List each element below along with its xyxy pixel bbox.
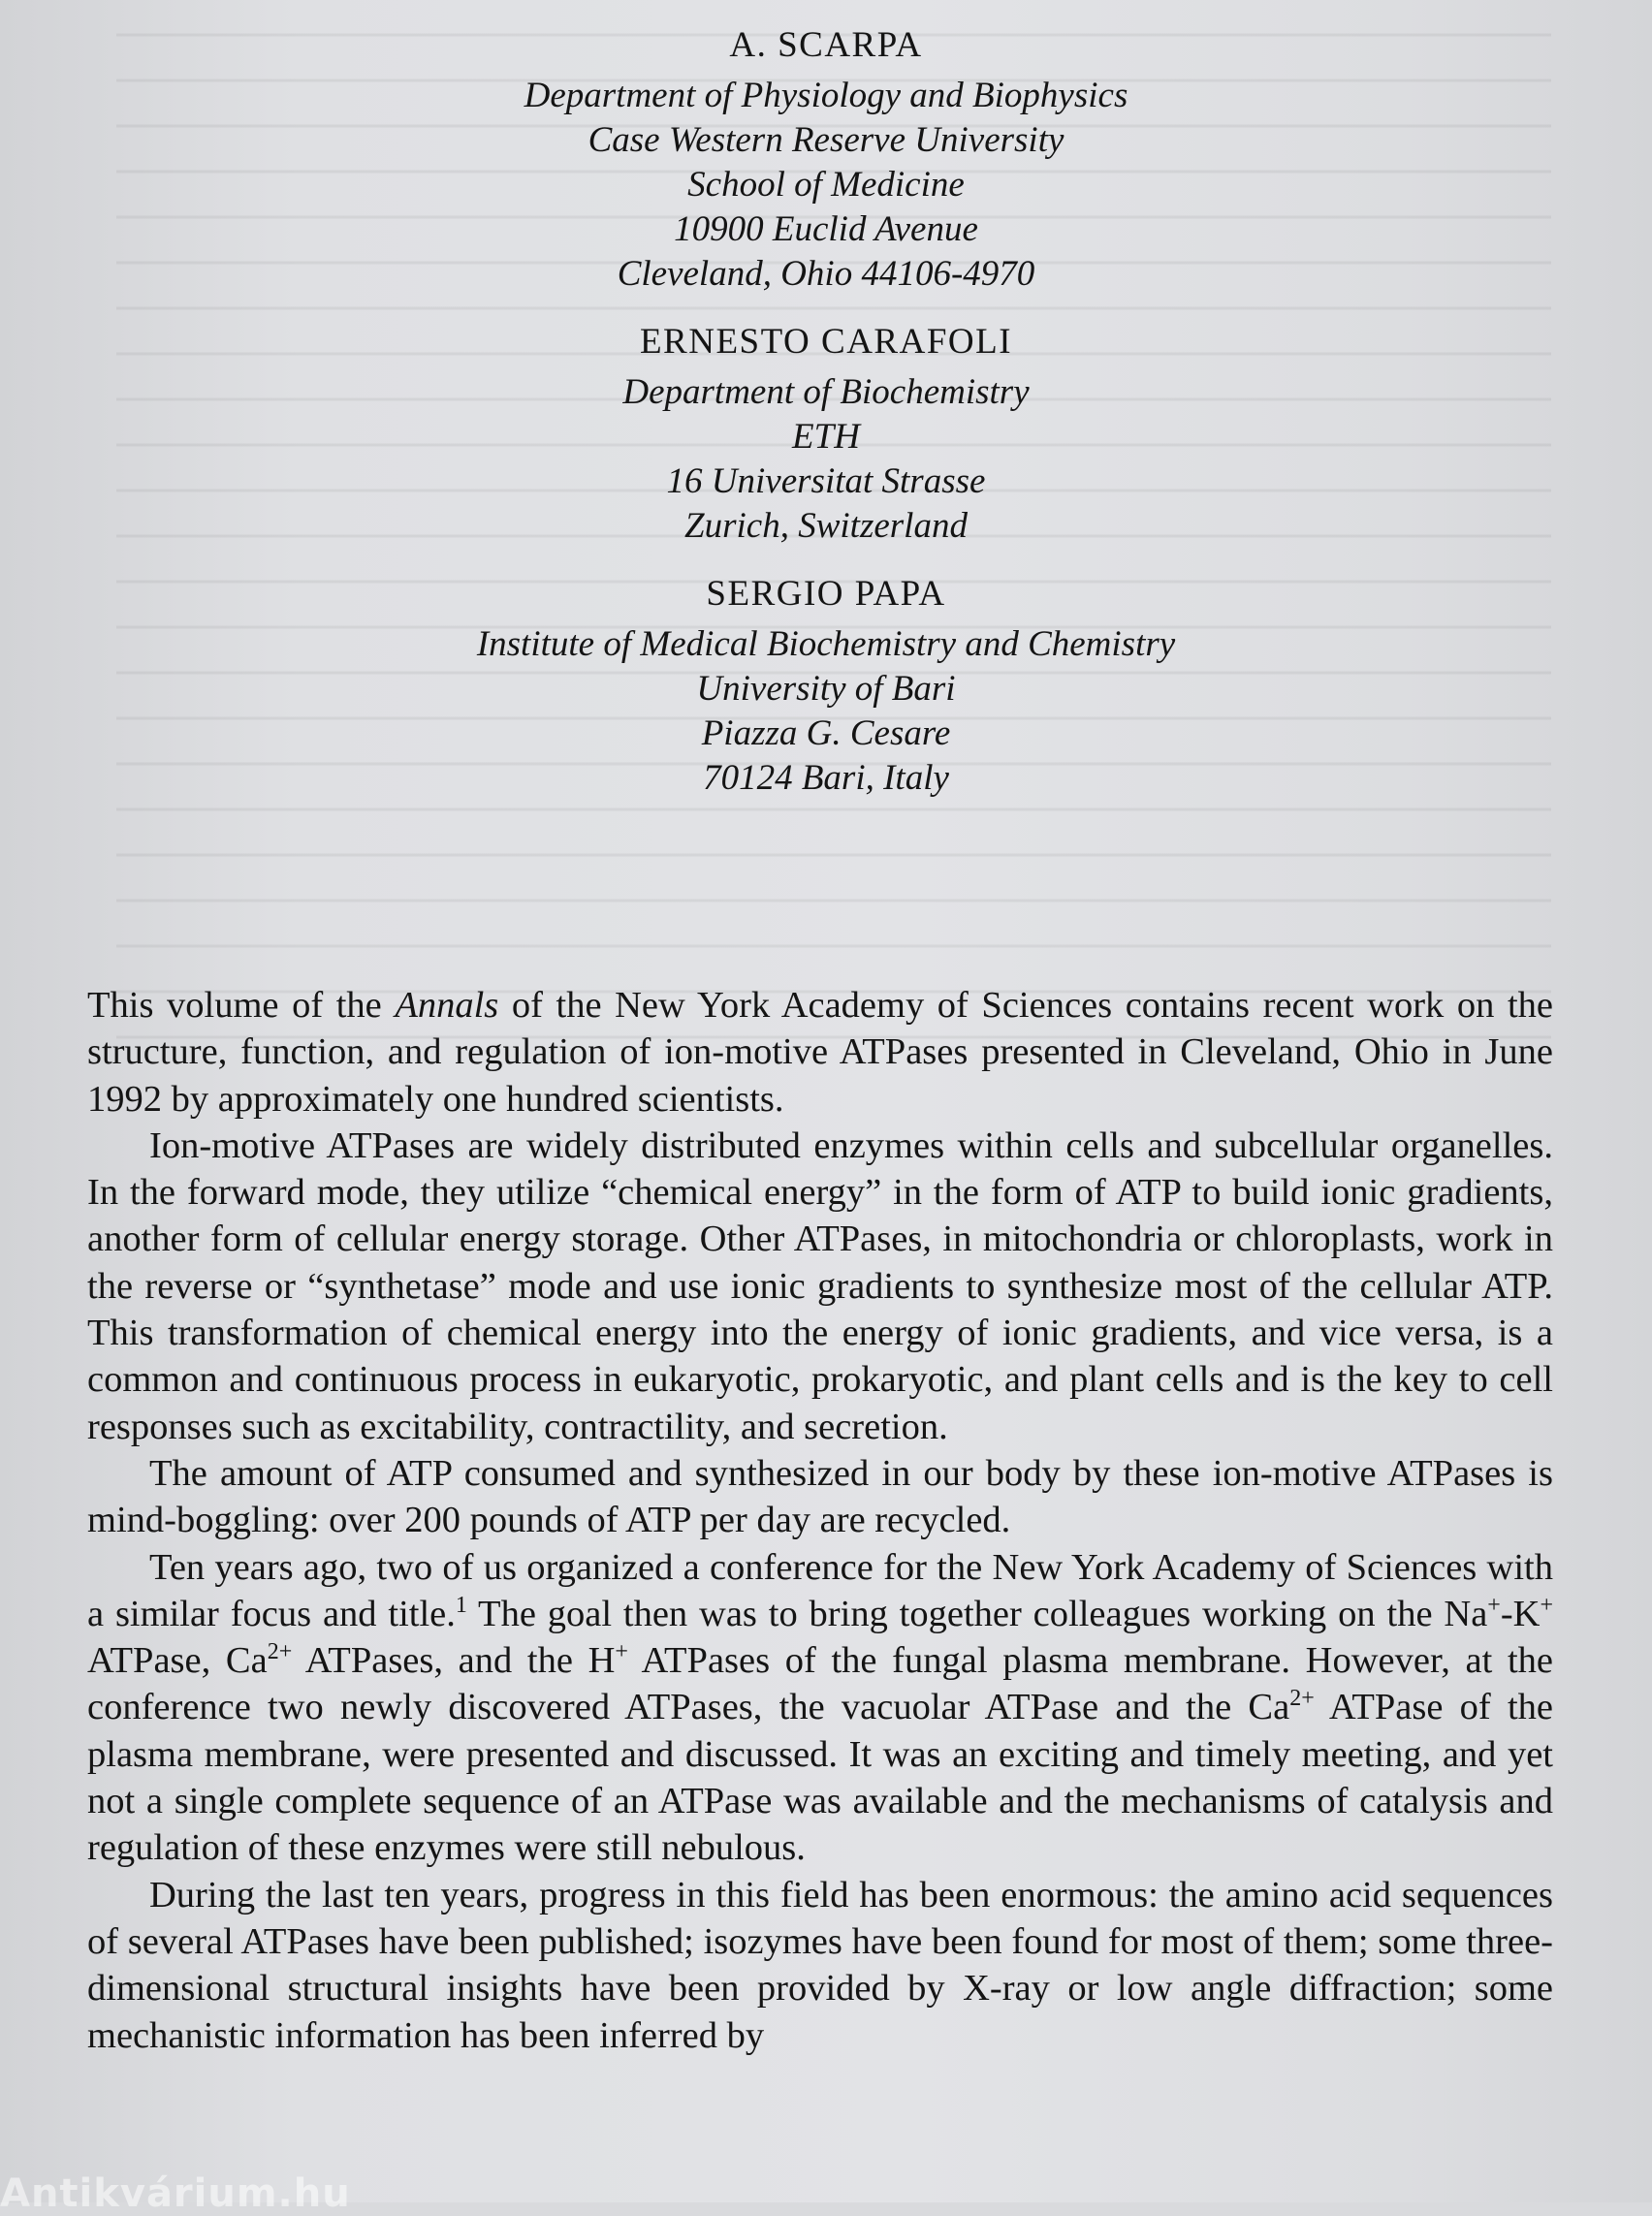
affiliation-line: Department of Biochemistry — [622, 372, 1030, 412]
affiliation-line: Piazza G. Cesare — [701, 713, 951, 753]
affiliation-line: 70124 Bari, Italy — [703, 758, 949, 798]
affiliation-line: Cleveland, Ohio 44106-4970 — [617, 254, 1035, 294]
affiliation-line: Institute of Medical Biochemistry and Chemistry — [476, 624, 1176, 664]
author-block-scarpa — [0, 17, 1652, 297]
text-run: Ten years ago, two of us organized a conference for the New York Academy of Sciences with a similar focus and title. — [87, 1546, 1553, 1634]
preface-body — [87, 982, 1553, 2059]
ion-charge-superscript: 2+ — [267, 1639, 293, 1665]
ion-charge-superscript: 2+ — [1289, 1686, 1315, 1712]
paragraph-1 — [87, 982, 1553, 1123]
author-name: A. SCARPA — [729, 25, 923, 65]
affiliation-line: 10900 Euclid Avenue — [674, 209, 978, 249]
text-run: -K — [1500, 1593, 1541, 1634]
text-run: This volume of the — [87, 985, 396, 1026]
paragraph-4 — [87, 1544, 1553, 1872]
text-run: ATPase of the plasma membrane, were presented and discussed. It was an exciting and timely meeting, and yet not a single complete sequence of an ATPase was available and the mechanisms of catalysis and regulation of these enzymes were still nebulous. — [87, 1687, 1553, 1869]
author-name: SERGIO PAPA — [706, 574, 946, 614]
text-run: ATPases, and the H — [292, 1640, 616, 1682]
author-name: ERNESTO CARAFOLI — [639, 322, 1013, 362]
journal-title-italic: Annals — [395, 985, 499, 1026]
affiliation-line: Department of Physiology and Biophysics — [524, 76, 1128, 115]
affiliation-line: School of Medicine — [687, 165, 965, 205]
paragraph-3: The amount of ATP consumed and synthesized in our body by these ion-motive ATPases is mind-boggling: over 200 pounds of ATP per day are recycled. — [87, 1452, 1553, 1541]
text-run: ATPase, Ca — [87, 1640, 268, 1682]
affiliation-line: Zurich, Switzerland — [684, 506, 968, 546]
affiliation-line: University of Bari — [696, 669, 956, 709]
affiliation-line: 16 Universitat Strasse — [666, 461, 986, 501]
author-list — [0, 17, 1652, 818]
ion-charge-superscript: + — [1487, 1592, 1501, 1618]
reference-superscript: 1 — [455, 1592, 467, 1618]
watermark: Antikvárium.hu — [0, 2171, 351, 2216]
ion-charge-superscript: + — [1540, 1592, 1554, 1618]
ion-charge-superscript: + — [615, 1639, 628, 1665]
affiliation-line: ETH — [792, 417, 860, 457]
text-run: ATPases of the fungal plasma membrane. However, at the conference two newly discovered ATPases, the vacuolar ATPase and the Ca — [87, 1640, 1553, 1728]
author-block-carafoli — [0, 314, 1652, 549]
affiliation-line: Case Western Reserve University — [588, 120, 1064, 160]
text-run: of the New York Academy of Sciences contains recent work on the structure, function, and regulation of ion-motive ATPases presented in Cleveland, Ohio in June 1992 by approximately one hundred scientists. — [87, 985, 1553, 1120]
paragraph-2: Ion-motive ATPases are widely distributed enzymes within cells and subcellular organelles. In the forward mode, they utilize “chemical energy” in the form of ATP to build ionic gradients, another form of cellular energy storage. Other ATPases, in mitochondria or chloroplasts, work in the reverse or “synthetase” mode and use ionic gradients to synthesize most of the cellular ATP. This transformation of chemical energy into the energy of ionic gradients, and vice versa, is a common and continuous process in eukaryotic, prokaryotic, and plant cells and is the key to cell responses such as excitability, contractility, and secretion. — [87, 1124, 1553, 1447]
text-run: The goal then was to bring together colleagues working on the Na — [466, 1593, 1488, 1634]
author-block-papa — [0, 566, 1652, 801]
paragraph-5: During the last ten years, progress in this field has been enormous: the amino acid sequences of several ATPases have been published; isozymes have been found for most of them; some three-dimensional structural insights have been provided by X-ray or low angle diffraction; some mechanistic information has been inferred by — [87, 1874, 1553, 2056]
